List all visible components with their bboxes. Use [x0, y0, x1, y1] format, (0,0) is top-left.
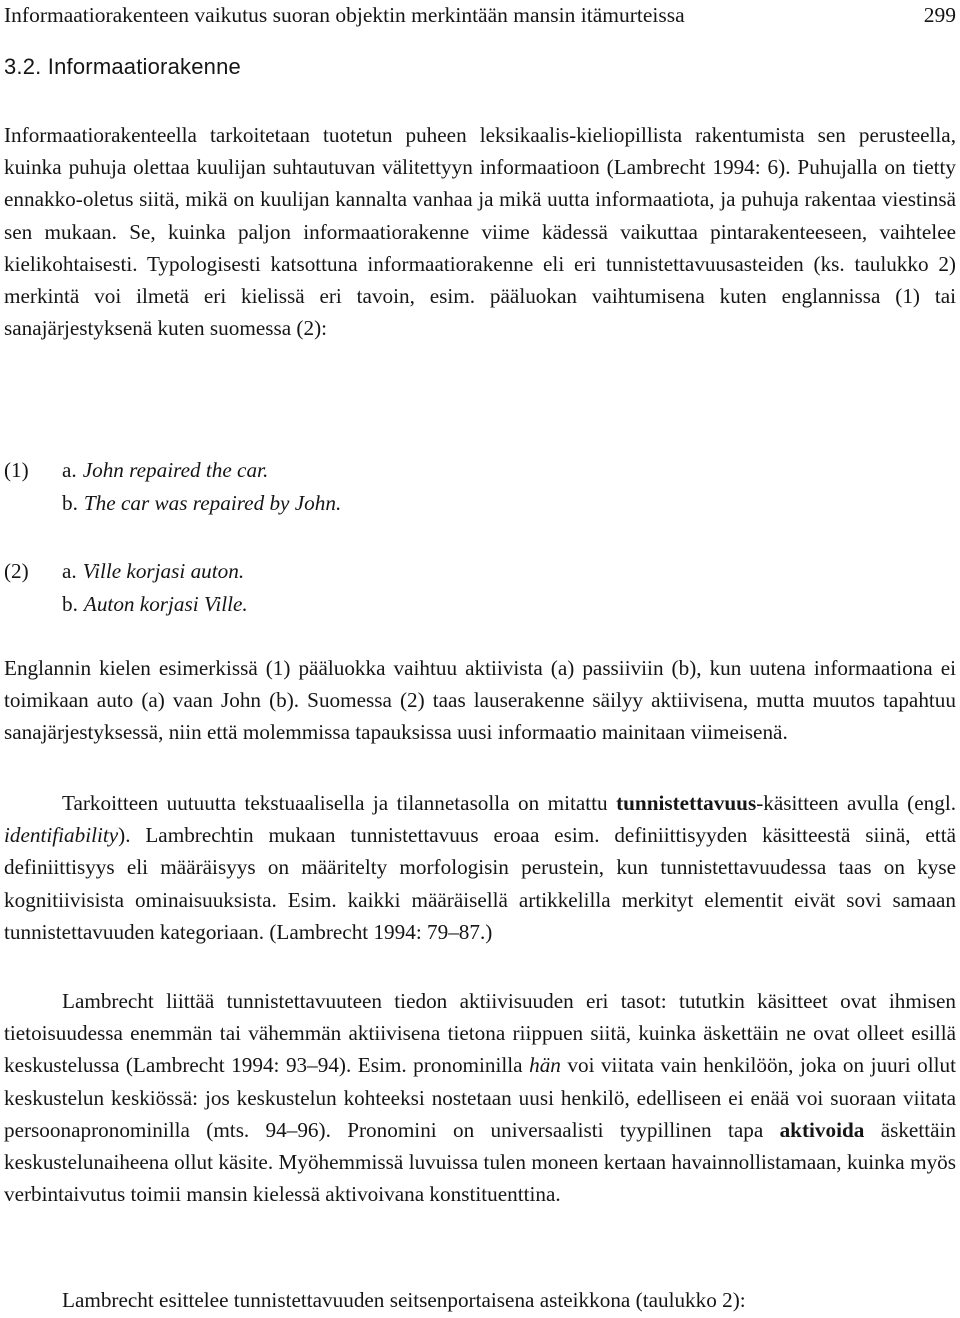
example-letter: b. [62, 591, 78, 616]
paragraph-5: Lambrecht esittelee tunnistettavuuden seitsenportaisena asteikkona (taulukko 2): [62, 1288, 746, 1312]
paragraph-1: Informaatiorakenteella tarkoitetaan tuotetun puheen leksikaalis-kieliopillista rakentumista sen perusteella, kuinka puhuja olettaa kuulijan suhtautuvan välitettyyn informaatioon (Lambrecht 1994: 6). Puhujalla on tietty ennakko-oletus siitä, mikä on kuulijan kannalta vanhaa ja mikä uutta informaatiota, ja puhuja rakentaa viestinsä sen mukaan. Se, kuinka paljon informaatiorakenne viime kädessä vaikuttaa pintarakenteeseen, vaihtelee kielikohtaisesti. Typologisesti katsottuna informaatiorakenne eli eri tunnistettavuusasteiden (ks. taulukko 2) merkintä voi ilmetä eri kielissä eri tavoin, esim. pääluokan vaihtumisena kuten englannissa (1) tai sanajärjestyksenä kuten suomessa (2): [4, 123, 956, 341]
key-term: aktivoida [779, 1117, 865, 1142]
example-number: (2) [4, 559, 29, 583]
page-number: 299 [923, 2, 956, 27]
example-2a [4, 555, 956, 588]
paragraph-4 [4, 985, 956, 1210]
example-1 [4, 454, 956, 519]
english-term: identifiability [4, 823, 119, 848]
example-sentence: Auton korjasi Ville. [83, 591, 248, 616]
example-1b [4, 487, 956, 520]
example-number: (1) [4, 458, 29, 482]
example-1a [4, 454, 956, 487]
text-run: Tarkoitteen uutuutta tekstuaalisella ja tilannetasolla on mitattu [62, 791, 617, 815]
example-sentence: The car was repaired by John. [83, 490, 342, 515]
running-header [4, 0, 956, 30]
paragraph-2: Englannin kielen esimerkissä (1) pääluokka vaihtuu aktiivista (a) passiiviin (b), kun uutena informaationa ei toimikaan auto (a) vaan John (b). Suomessa (2) taas lauserakenne säilyy aktiivisena, mutta muutos tapahtuu sanajärjestyksessä, niin että molemmissa tapauksissa uusi informaatio mainitaan viimeisenä. [4, 656, 956, 745]
example-sentence: John repaired the car. [82, 458, 269, 482]
example-letter: a. [62, 559, 77, 583]
text-run: äskettäin keskustelunaiheena ollut käsite. Myöhemmissä luvuissa tulen moneen kertaan havainnollistamaan, kuinka myös verbintaivutus toimii mansin kielessä aktivoivana konstituenttina. [4, 1117, 956, 1207]
text-run: Lambrecht liittää tunnistettavuuteen tiedon aktiivisuuden eri tasot: tututkin käsitteet ovat ihmisen tietoisuudessa enemmän tai vähemmän aktiivisena tietona riippuen siitä, kuinka äskettäin ne ovat olleet esillä keskustelussa (Lambrecht 1994: 93–94). Esim. pronominilla [4, 989, 956, 1078]
example-letter: b. [62, 490, 78, 515]
section-heading: 3.2. Informaatiorakenne [4, 54, 241, 79]
text-run: -käsitteen avulla (engl. [756, 791, 956, 815]
example-2 [4, 555, 956, 620]
key-term: tunnistettavuus [616, 791, 757, 815]
running-title: Informaatiorakenteen vaikutus suoran objektin merkintään mansin itämurteissa [4, 2, 685, 27]
text-run: ). Lambrechtin mukaan tunnistettavuus eroaa esim. definiittisyyden käsitteestä siinä, että definiittisyys eli määräisyys on määritelty morfologisin perustein, kun tunnistettavuudessa taas on kyse kognitiivisista ominaisuuksista. Esim. kaikki määräisellä artikkelilla merkityt elementit eivät sovi samaan tunnistettavuuden kategoriaan. (Lambrecht 1994: 79–87.) [4, 823, 956, 944]
paragraph-3 [4, 787, 956, 948]
example-2b [4, 588, 956, 621]
text-run: voi viitata vain henkilöön, joka on juuri ollut keskustelun keskiössä: jos keskustelun kohteeksi nostetaan uusi henkilö, edelliseen ei enää voi suoraan viitata persoonapronominilla (mts. 94–96). Pronomini on universaalisti tyypillinen tapa [4, 1053, 956, 1142]
pronoun-example: hän [529, 1053, 561, 1078]
example-sentence: Ville korjasi auton. [82, 559, 245, 583]
example-letter: a. [62, 458, 77, 482]
